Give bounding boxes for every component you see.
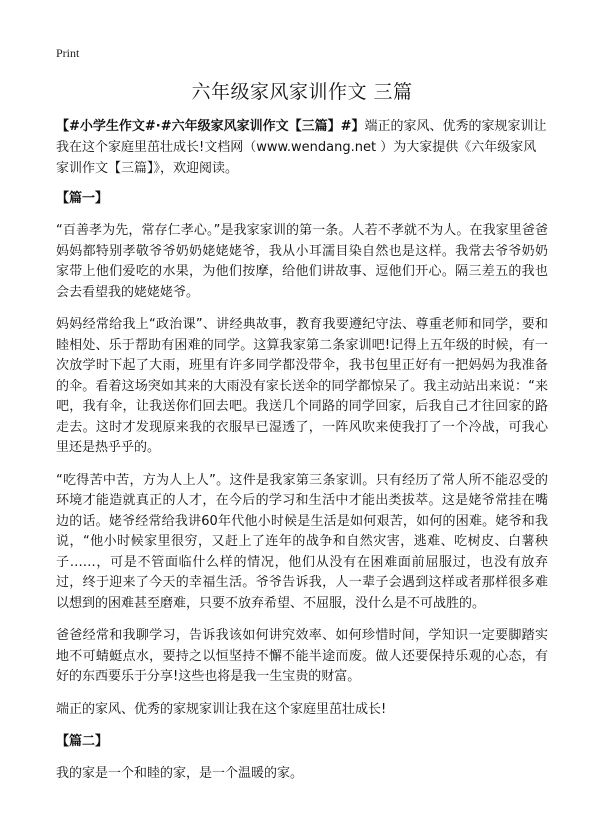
intro-text: 端正的家风、优秀的家规家训让我在这个家庭里茁壮成长!文档网（www.wendang.net ）为大家提供《六年级家风家训作文【三篇】》，欢迎阅读。 bbox=[56, 119, 547, 176]
paragraph: “吃得苦中苦，方为人上人”。这件是我家第三条家训。只有经历了常人所不能忍受的环境才能造就真正的人才，在今后的学习和生活中才能出类拔萃。这是姥爷常挂在嘴边的话。姥爷经常给我讲60年代他小时候是生活是如何艰苦，如何的困难。姥爷和我说，“他小时候家里很穷，又赶上了连年的战争和自然灾害，逃难、吃树皮、白薯秧子……，可是不管面临什么样的情况，他们从没有在困难面前屈服过，也没有放弃过，终于迎来了今天的幸福生活。爷爷告诉我，人一辈子会遇到这样或者那样很多难以想到的困难甚至磨难，只要不放弃希望、不屈服，没什么是不可战胜的。 bbox=[56, 472, 548, 611]
document-body bbox=[56, 70, 548, 797]
page-title: 六年级家风家训作文 三篇 bbox=[191, 81, 413, 103]
section-heading-2: 【篇二】 bbox=[56, 734, 109, 749]
intro-paragraph bbox=[56, 116, 548, 179]
intro-tag: 【#小学生作文#·#六年级家风家训作文【三篇】#】 bbox=[56, 119, 365, 134]
paragraph: 端正的家风、优秀的家规家训让我在这个家庭里茁壮成长! bbox=[56, 701, 387, 717]
paragraph: 爸爸经常和我聊学习，告诉我该如何讲究效率、如何珍惜时间，学知识一定要脚踏实地不可蜻蜓点水，要持之以恒坚持不懈不能半途而废。做人还要保持乐观的心态，有好的东西要乐于分享!这些也将是我一生宝贵的财富。 bbox=[56, 628, 548, 684]
paragraph: 妈妈经常给我上“政治课”、讲经典故事，教育我要遵纪守法、尊重老师和同学，要和睦相处、乐于帮助有困难的同学。这算我家第二条家训吧!记得上五年级的时候，有一次放学时下起了大雨，班里有许多同学都没带伞，我书包里正好有一把妈妈为我准备的伞。看着这场突如其来的大雨没有家长送伞的同学都惊呆了。我主动站出来说：“来吧，我有伞，让我送你们回去吧。我送几个同路的同学回家，后我自己才往回家的路走去。这时才发现原来我的衣服早已湿透了，一阵风吹来使我打了一个冷战，可我心里还是热乎乎的。 bbox=[56, 317, 548, 455]
paragraph: “百善孝为先，常存仁孝心。”是我家家训的第一条。人若不孝就不为人。在我家里爸爸妈妈都特别孝敬爷爷奶奶姥姥姥爷，我从小耳濡目染自然也是这样。我常去爷爷奶奶家带上他们爱吃的水果，为他们按摩，给他们讲故事、逗他们开心。隔三差五的我也会去看望我的姥姥姥爷。 bbox=[56, 223, 548, 300]
section-heading-1: 【篇一】 bbox=[56, 191, 109, 206]
print-link[interactable]: Print bbox=[56, 46, 80, 60]
paragraph: 我的家是一个和睦的家，是一个温暖的家。 bbox=[56, 766, 304, 781]
